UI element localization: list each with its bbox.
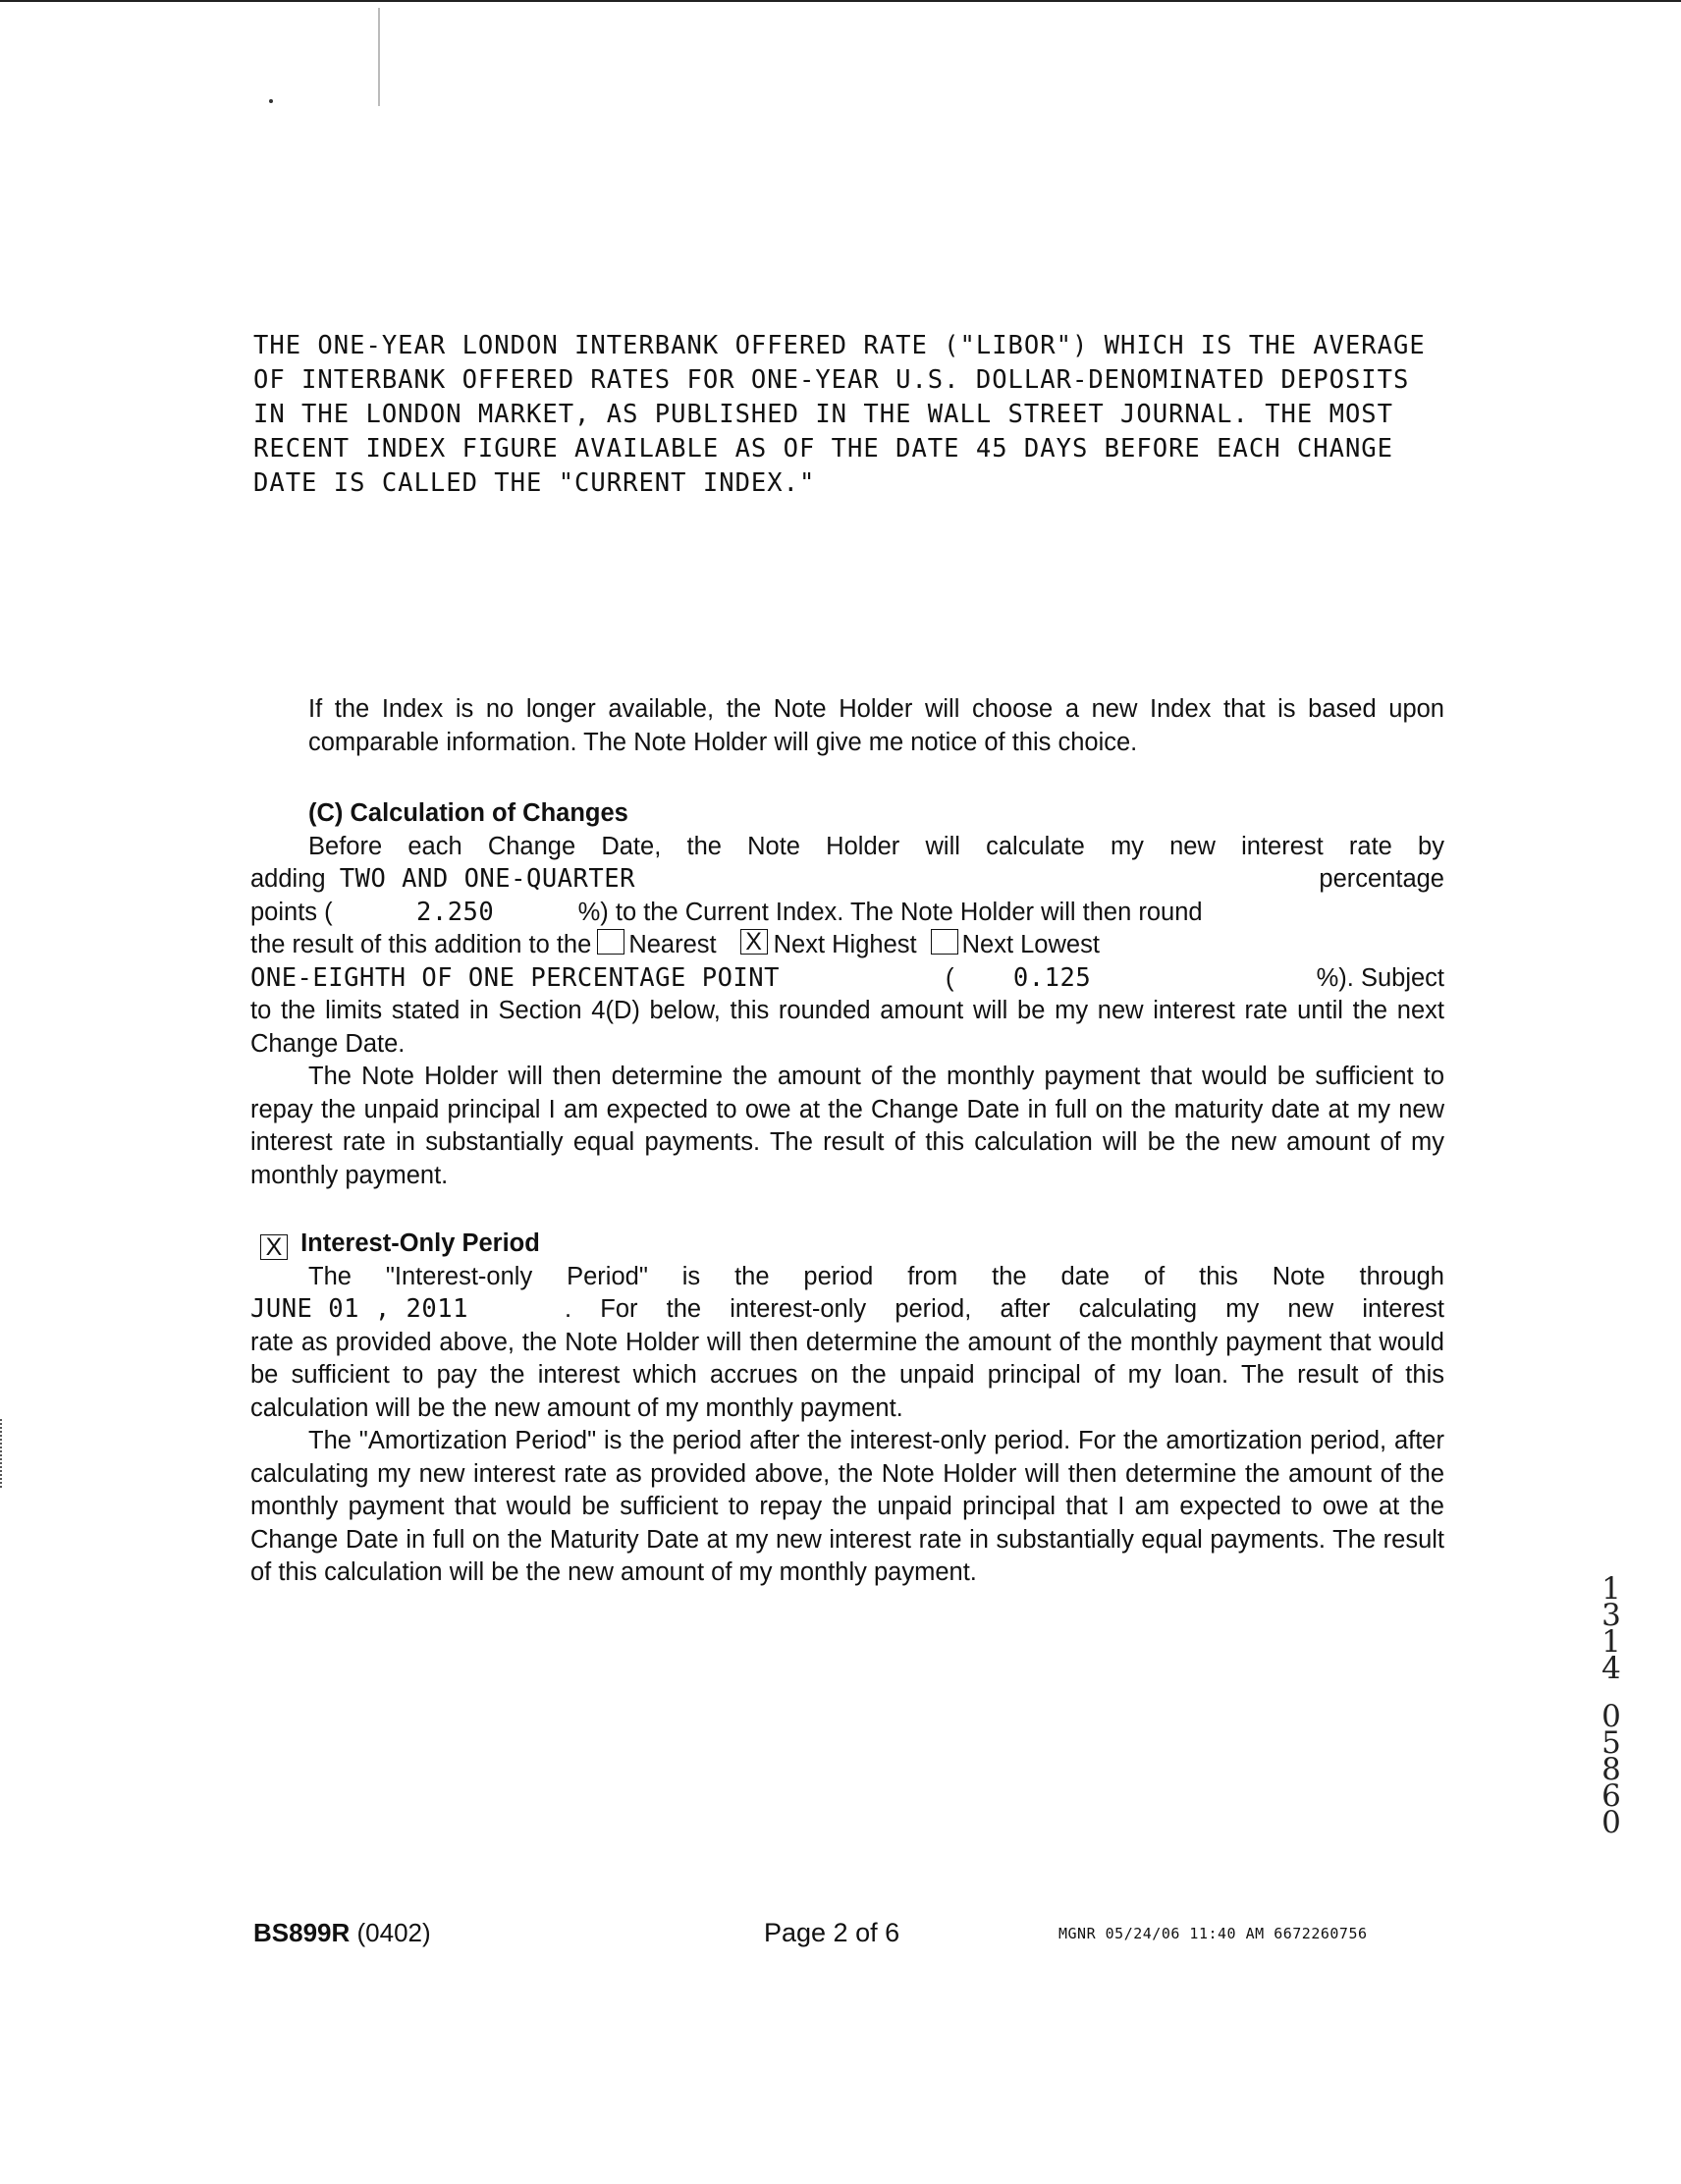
percentage-word: percentage — [1319, 865, 1444, 893]
nearest-label: Nearest — [628, 931, 717, 958]
round-prefix: the result of this addition to the — [250, 931, 592, 958]
scan-margin-mark — [0, 1419, 5, 1488]
form-code — [253, 1918, 431, 1948]
interest-only-end-date: JUNE 01 , 2011 — [250, 1294, 468, 1324]
side-code-digit: 3 — [1601, 1598, 1621, 1633]
index-definition-line: IN THE LONDON MARKET, AS PUBLISHED IN THE WALL STREET JOURNAL. THE MOST — [253, 400, 1394, 429]
next-highest-checkbox[interactable]: X — [740, 929, 768, 955]
interest-only-line-1: The "Interest-only Period" is the period from the date of this Note through — [308, 1262, 1444, 1290]
interest-only-heading: Interest-Only Period — [300, 1229, 540, 1257]
index-definition-line: DATE IS CALLED THE "CURRENT INDEX." — [253, 468, 816, 498]
side-code-digit: 4 — [1601, 1651, 1621, 1686]
form-code-version: (0402) — [356, 1918, 431, 1947]
interest-only-checkbox[interactable]: X — [260, 1234, 288, 1260]
interest-only-line-2-rest: . For the interest-only period, after calculating my new interest — [565, 1295, 1444, 1323]
interest-only-line-2 — [250, 1293, 1444, 1327]
rounding-value-field: 0.125 — [1012, 962, 1092, 993]
next-highest-label: Next Highest — [773, 931, 917, 958]
page-number: Page 2 of 6 — [764, 1918, 900, 1947]
index-unavailable-paragraph — [250, 693, 1444, 759]
index-unavailable-text: If the Index is no longer available, the Note Holder will choose a new Index that is based upon comparable information. The Note Holder will give me notice of this choice. — [308, 695, 1444, 756]
scan-top-edge — [0, 0, 1681, 2]
fax-stamp: MGNR 05/24/06 11:40 AM 6672260756 — [1058, 1925, 1368, 1942]
points-suffix: %) to the Current Index. The Note Holder will then round — [577, 898, 1203, 926]
margin-words-field: TWO AND ONE-QUARTER — [339, 864, 635, 894]
side-code-digit: 6 — [1601, 1778, 1621, 1814]
rounding-words-field: ONE-EIGHTH OF ONE PERCENTAGE POINT — [250, 962, 780, 993]
calculation-section — [250, 797, 1444, 1192]
scan-artifact-line — [378, 8, 380, 106]
calculation-line-4 — [250, 929, 1444, 962]
payment-text: The Note Holder will then determine the amount of the monthly payment that would be sufficient to repay the unpaid principal I am expected to owe at the Change Date in full on the maturity date at my new interest rate in substantially equal payments. The result of this calculation will be the new amount of my monthly payment. — [250, 1063, 1444, 1189]
rounding-open: ( — [946, 963, 954, 992]
side-code-digit: 0 — [1601, 1805, 1621, 1840]
calculation-heading: (C) Calculation of Changes — [308, 799, 628, 827]
form-code-number: BS899R — [253, 1918, 351, 1947]
next-lowest-checkbox[interactable] — [931, 929, 958, 955]
calculation-line-1: Before each Change Date, the Note Holder will calculate my new interest rate by — [308, 832, 1444, 860]
limits-text: to the limits stated in Section 4(D) below, this rounded amount will be my new interest rate until the next Change Date. — [250, 997, 1444, 1058]
points-prefix: points ( — [250, 898, 333, 926]
amortization-text: The "Amortization Period" is the period after the interest-only period. For the amortization period, after calculating my new interest rate as provided above, the Note Holder will then determine the amount of the monthly payment that would be sufficient to repay the unpaid principal that I am expected to owe at the Change Date in full on the Maturity Date at my new interest rate in substantially equal payments. The result of this calculation will be the new amount of my monthly payment. — [250, 1427, 1444, 1586]
margin-value-field: 2.250 — [415, 897, 495, 927]
calculation-line-5 — [250, 962, 1444, 996]
side-code-digit: 8 — [1601, 1752, 1621, 1787]
calculation-line-2 — [250, 863, 1444, 897]
adding-word: adding — [250, 865, 326, 893]
interest-only-section — [250, 1228, 1444, 1590]
index-definition — [253, 329, 1451, 501]
calculation-line-3 — [250, 897, 1444, 930]
index-definition-line: THE ONE-YEAR LONDON INTERBANK OFFERED RATE ("LIBOR") WHICH IS THE AVERAGE — [253, 331, 1426, 360]
side-code-digit: 5 — [1601, 1725, 1621, 1761]
side-document-code — [1596, 1571, 1627, 1840]
interest-only-heading-row — [250, 1228, 1444, 1261]
nearest-checkbox[interactable] — [597, 929, 624, 955]
side-code-digit: 1 — [1601, 1624, 1621, 1660]
index-definition-line: OF INTERBANK OFFERED RATES FOR ONE-YEAR U.S. DOLLAR-DENOMINATED DEPOSITS — [253, 365, 1410, 395]
next-lowest-label: Next Lowest — [961, 931, 1100, 958]
interest-only-body: rate as provided above, the Note Holder will then determine the amount of the monthly payment that would be sufficient to pay the interest which accrues on the unpaid principal of my loan. The result of this calculation will be the new amount of my monthly payment. — [250, 1328, 1444, 1422]
side-code-digit: 1 — [1601, 1571, 1621, 1607]
index-definition-line: RECENT INDEX FIGURE AVAILABLE AS OF THE DATE 45 DAYS BEFORE EACH CHANGE — [253, 434, 1394, 464]
side-code-digit: 0 — [1601, 1699, 1621, 1734]
rounding-suffix: %). Subject — [1316, 963, 1444, 992]
scan-artifact-dot — [269, 99, 273, 103]
